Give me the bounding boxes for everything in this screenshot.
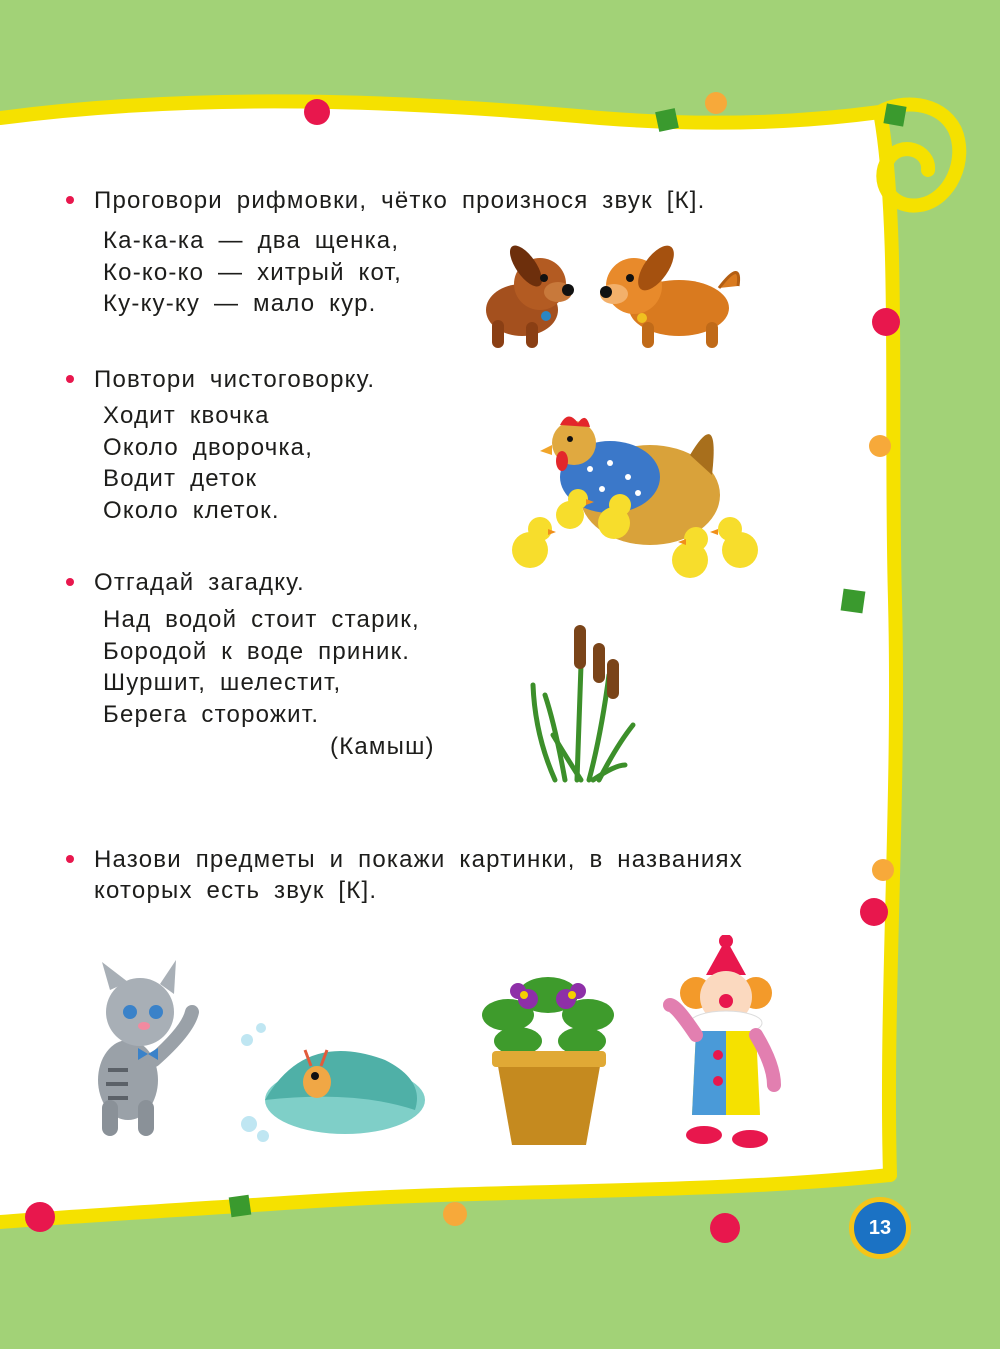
- verse-line: Ку-ку-ку — мало кур.: [103, 290, 377, 317]
- decor-dot: [869, 435, 891, 457]
- verse-line: Над водой стоит старик,: [103, 606, 420, 633]
- verse-line: Ко-ко-ко — хитрый кот,: [103, 258, 402, 286]
- decor-dot: [304, 99, 330, 125]
- decor-square: [883, 103, 906, 126]
- riddle-answer: (Камыш): [330, 733, 435, 760]
- section-3-instruction: Отгадай загадку.: [94, 569, 305, 596]
- bullet-icon: [66, 578, 74, 586]
- decor-dot: [872, 859, 894, 881]
- bullet-icon: [66, 375, 74, 383]
- flower-pot-picture: [478, 965, 618, 1155]
- kitten-picture: [68, 960, 208, 1140]
- verse-line: Ходит квочка: [103, 402, 270, 429]
- bullet-icon: [66, 196, 74, 204]
- section-3-verse: [103, 604, 420, 730]
- decor-dot: [705, 92, 727, 114]
- decor-square: [655, 108, 679, 132]
- decor-dot: [25, 1202, 55, 1232]
- verse-line: Около дворочка,: [103, 433, 314, 461]
- section-4-instruction-row: [66, 844, 784, 906]
- section-1-instruction-row: [66, 187, 705, 215]
- section-3-instruction-row: [66, 569, 305, 597]
- bullet-icon: [66, 855, 74, 863]
- decor-dot: [710, 1213, 740, 1243]
- puppies-picture: [474, 238, 754, 363]
- section-2-instruction-row: [66, 366, 375, 394]
- page-number-badge: 13: [849, 1197, 911, 1259]
- verse-line: Бородой к воде приник.: [103, 637, 411, 665]
- section-1-instruction: Проговори рифмовки, чётко произнося звук [К].: [94, 187, 706, 214]
- section-1-verse: [103, 225, 402, 320]
- section-2-instruction: Повтори чистоговорку.: [94, 366, 376, 393]
- verse-line: Водит деток: [103, 465, 258, 492]
- decor-square: [841, 589, 866, 614]
- snail-shell-picture: [235, 1020, 435, 1145]
- section-2-verse: [103, 400, 313, 526]
- decor-dot: [872, 308, 900, 336]
- decor-dot: [443, 1202, 467, 1226]
- decor-square: [229, 1195, 252, 1218]
- verse-line: Ка-ка-ка — два щенка,: [103, 227, 400, 254]
- verse-line: Берега сторожит.: [103, 700, 320, 728]
- decor-dot: [860, 898, 888, 926]
- hen-with-chicks-picture: [490, 405, 775, 595]
- verse-line: Шуршит, шелестит,: [103, 669, 342, 696]
- verse-line: Около клеток.: [103, 496, 280, 524]
- clown-picture: [656, 935, 796, 1150]
- cattails-picture: [525, 615, 645, 785]
- section-4-instruction: Назови предметы и покажи картинки, в названиях которых есть звук [К].: [94, 846, 743, 904]
